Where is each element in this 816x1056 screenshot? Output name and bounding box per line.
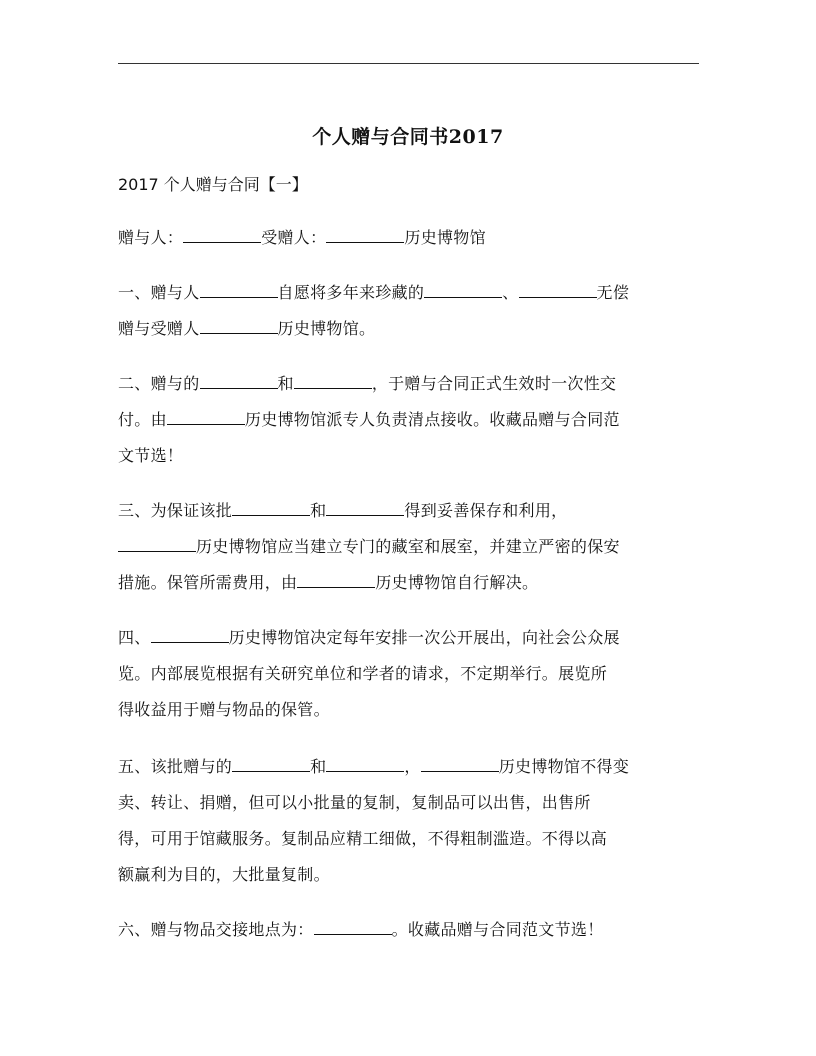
clause-3-text: 得到妥善保存和利用， — [404, 501, 568, 520]
clause-2-blank-museum — [167, 408, 245, 425]
clause-3-text: 和 — [310, 501, 327, 520]
clause-3-text: 措施。保管所需费用，由 — [118, 573, 298, 592]
clause-5 — [118, 749, 708, 893]
clause-5-text: 额赢利为目的，大批量复制。 — [118, 865, 330, 884]
clause-3 — [118, 493, 708, 601]
clause-4 — [118, 620, 708, 728]
clause-2-blank-item-b — [294, 372, 372, 389]
donee-label: 受赠人： — [261, 228, 327, 247]
donor-blank — [183, 226, 261, 243]
clause-1-blank-donor — [200, 281, 278, 298]
clause-4-text: 历史博物馆决定每年安排一次公开展出，向社会公众展 — [228, 628, 620, 647]
clause-1-text: 赠与受赠人 — [118, 319, 200, 338]
clause-1-text: 、 — [502, 283, 519, 302]
clause-2-text: 历史博物馆派专人负责清点接收。收藏品赠与合同范 — [244, 410, 620, 429]
header-rule — [118, 63, 699, 64]
clause-5-text: 历史博物馆不得变 — [498, 757, 630, 776]
clause-3-blank-museum — [118, 535, 196, 552]
clause-2-text: 文节选！ — [118, 446, 184, 465]
clause-6 — [118, 912, 708, 948]
donee-museum-suffix: 历史博物馆 — [404, 228, 486, 247]
document-subtitle: 2017 个人赠与合同【一】 — [118, 175, 308, 194]
clause-5-blank-museum — [421, 755, 499, 772]
clause-6-blank-location — [314, 918, 392, 935]
clause-3-blank-item-a — [232, 499, 310, 516]
clause-5-text: 卖、转让、捐赠，但可以小批量的复制，复制品可以出售，出售所 — [118, 793, 591, 812]
clause-2 — [118, 366, 708, 474]
clause-2-blank-item-a — [200, 372, 278, 389]
clause-1-text: 一、赠与人 — [118, 283, 200, 302]
clause-3-blank-museum-2 — [297, 571, 375, 588]
clause-3-text: 历史博物馆自行解决。 — [375, 573, 539, 592]
document-title: 个人赠与合同书2017 — [312, 126, 504, 148]
clause-1-blank-donee — [200, 317, 278, 334]
clause-3-text: 历史博物馆应当建立专门的藏室和展室，并建立严密的保安 — [196, 537, 620, 556]
clause-1-blank-item-a — [424, 281, 502, 298]
clause-5-text: 和 — [310, 757, 327, 776]
clause-2-text: 付。由 — [118, 410, 167, 429]
clause-1-blank-item-b — [519, 281, 597, 298]
clause-5-text: 得，可用于馆藏服务。复制品应精工细做，不得粗制滥造。不得以高 — [118, 829, 608, 848]
clause-4-text: 得收益用于赠与物品的保管。 — [118, 700, 330, 719]
clause-2-text: 和 — [277, 374, 294, 393]
clause-5-blank-item-a — [232, 755, 310, 772]
clause-4-blank-museum — [151, 626, 229, 643]
clause-5-text: ， — [404, 757, 421, 776]
clause-1-text: 无偿 — [596, 283, 630, 302]
clause-5-blank-item-b — [326, 755, 404, 772]
clause-5-text: 五、该批赠与的 — [118, 757, 233, 776]
clause-1-text: 历史博物馆。 — [277, 319, 376, 338]
clause-1 — [118, 275, 708, 347]
clause-4-text: 四、 — [118, 628, 151, 647]
clause-2-text: ，于赠与合同正式生效时一次性交 — [371, 374, 617, 393]
donor-label: 赠与人： — [118, 228, 184, 247]
clause-2-text: 二、赠与的 — [118, 374, 200, 393]
clause-3-text: 三、为保证该批 — [118, 501, 233, 520]
clause-3-blank-item-b — [326, 499, 404, 516]
clause-6-text: 六、赠与物品交接地点为： — [118, 920, 314, 939]
clause-6-text: 。收藏品赠与合同范文节选！ — [391, 920, 604, 939]
clause-4-text: 览。内部展览根据有关研究单位和学者的请求，不定期举行。展览所 — [118, 664, 608, 683]
parties-line — [118, 220, 708, 256]
clause-1-text: 自愿将多年来珍藏的 — [277, 283, 425, 302]
donee-blank — [326, 226, 404, 243]
